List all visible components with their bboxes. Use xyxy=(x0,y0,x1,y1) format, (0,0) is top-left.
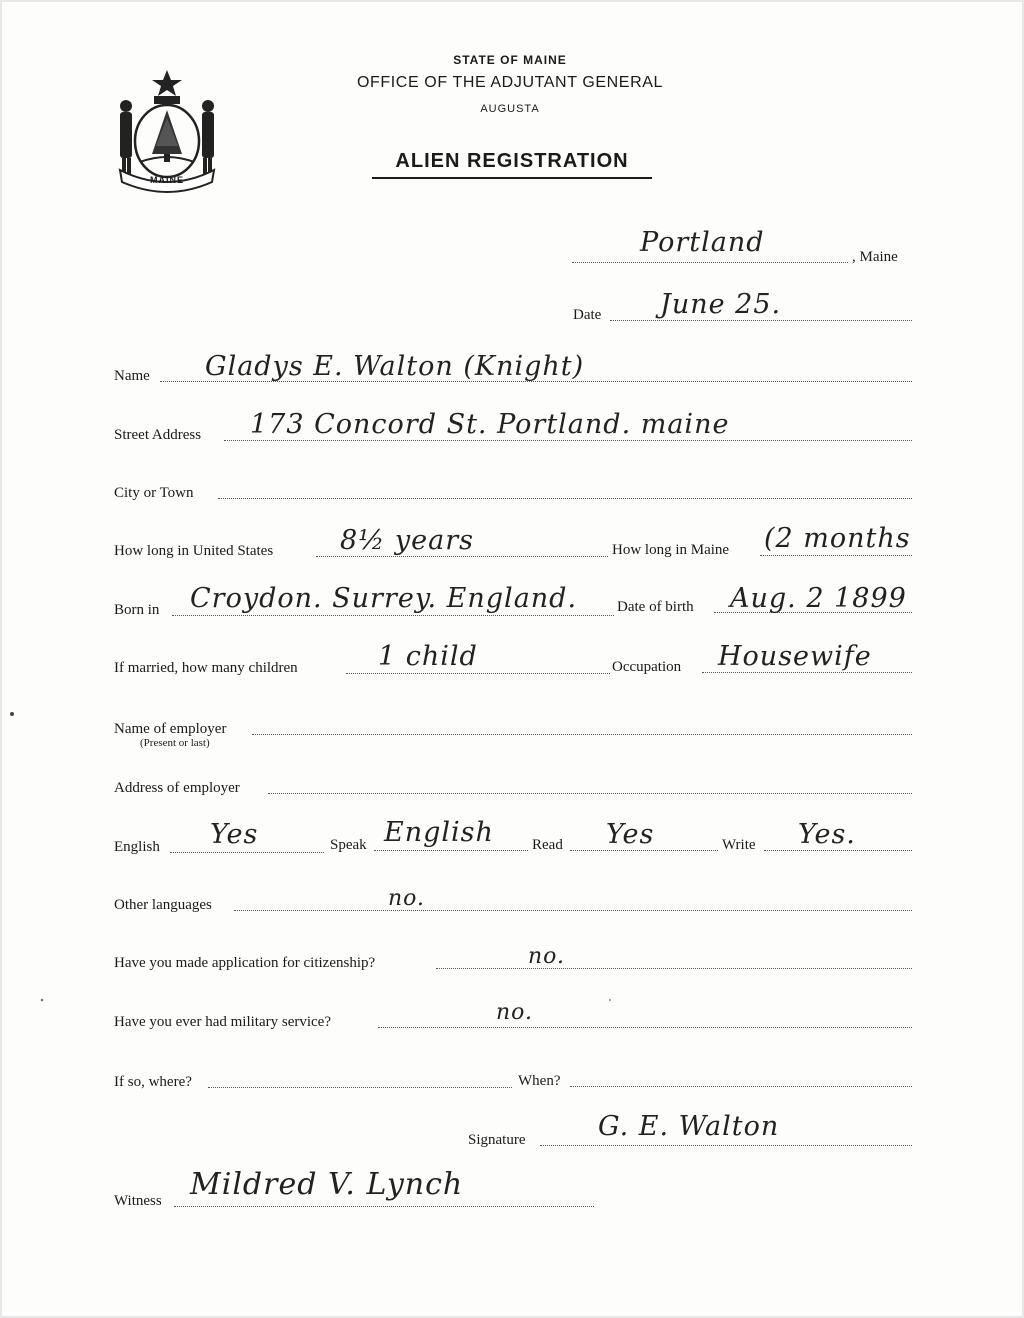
write-value[interactable]: Yes. xyxy=(798,819,856,850)
military-line xyxy=(378,1027,912,1028)
speak-label: Speak xyxy=(330,837,367,853)
read-label: Read xyxy=(532,837,563,853)
date-label: Date xyxy=(573,307,602,323)
children-label: If married, how many children xyxy=(114,660,298,676)
write-line xyxy=(764,850,912,851)
signature-value[interactable]: G. E. Walton xyxy=(598,1111,780,1142)
street-address-label: Street Address xyxy=(114,427,202,443)
citizenship-line xyxy=(436,968,912,969)
signature-line xyxy=(540,1145,912,1146)
how-long-us-value[interactable]: 8½ years xyxy=(340,525,475,556)
header-state: STATE OF MAINE xyxy=(453,53,567,67)
english-value[interactable]: Yes xyxy=(210,819,259,850)
witness-line xyxy=(174,1206,594,1207)
employer-name-label: Name of employer xyxy=(114,721,227,737)
city-suffix-label: , Maine xyxy=(852,249,898,265)
street-address-value[interactable]: 173 Concord St. Portland. maine xyxy=(250,409,730,440)
speak-value[interactable]: English xyxy=(384,817,494,848)
born-in-line xyxy=(172,615,614,616)
read-value[interactable]: Yes xyxy=(606,819,655,850)
witness-value[interactable]: Mildred V. Lynch xyxy=(190,1167,464,1202)
date-line xyxy=(610,320,912,321)
date-of-birth-label: Date of birth xyxy=(617,599,694,615)
name-value[interactable]: Gladys E. Walton (Knight) xyxy=(205,351,585,382)
occupation-label: Occupation xyxy=(612,659,682,675)
date-of-birth-value[interactable]: Aug. 2 1899 xyxy=(730,583,907,614)
children-value[interactable]: 1 child xyxy=(378,641,478,672)
occupation-line xyxy=(702,672,912,673)
how-long-us-line xyxy=(316,556,608,557)
employer-address-label: Address of employer xyxy=(114,780,240,796)
english-label: English xyxy=(114,839,160,855)
seal-banner-text: MAINE xyxy=(150,175,184,185)
how-long-maine-value[interactable]: (2 months xyxy=(764,523,911,554)
signature-label: Signature xyxy=(468,1132,526,1148)
occupation-value[interactable]: Housewife xyxy=(718,641,872,672)
write-label: Write xyxy=(722,837,756,853)
military-value[interactable]: no. xyxy=(496,1000,534,1025)
children-line xyxy=(346,673,610,674)
employer-name-line xyxy=(252,734,912,735)
born-in-value[interactable]: Croydon. Surrey. England. xyxy=(190,583,578,614)
street-address-line xyxy=(224,440,912,441)
other-languages-value[interactable]: no. xyxy=(388,886,426,911)
city-value[interactable]: Portland xyxy=(640,227,765,258)
read-line xyxy=(570,850,718,851)
header-city: AUGUSTA xyxy=(480,103,540,115)
form-title: ALIEN REGISTRATION xyxy=(372,150,652,179)
speak-line xyxy=(374,850,528,851)
header-office: OFFICE OF THE ADJUTANT GENERAL xyxy=(356,74,664,91)
english-line xyxy=(170,852,324,853)
city-or-town-label: City or Town xyxy=(114,485,194,501)
city-or-town-line xyxy=(218,498,912,499)
military-label: Have you ever had military service? xyxy=(114,1014,331,1030)
other-languages-label: Other languages xyxy=(114,897,212,913)
born-in-label: Born in xyxy=(114,602,160,618)
how-long-maine-label: How long in Maine xyxy=(612,542,730,558)
name-label: Name xyxy=(114,368,150,384)
city-line xyxy=(572,262,848,263)
citizenship-label: Have you made application for citizenship? xyxy=(114,955,376,971)
date-value[interactable]: June 25. xyxy=(660,289,782,320)
employer-name-sublabel: (Present or last) xyxy=(140,737,210,749)
when-label: When? xyxy=(518,1073,561,1089)
other-languages-line xyxy=(234,910,912,911)
citizenship-value[interactable]: no. xyxy=(528,944,566,969)
how-long-us-label: How long in United States xyxy=(114,543,274,559)
when-line xyxy=(570,1086,912,1087)
witness-label: Witness xyxy=(114,1193,162,1209)
where-line xyxy=(208,1087,512,1088)
how-long-maine-line xyxy=(760,555,912,556)
where-label: If so, where? xyxy=(114,1074,192,1090)
employer-address-line xyxy=(268,793,912,794)
